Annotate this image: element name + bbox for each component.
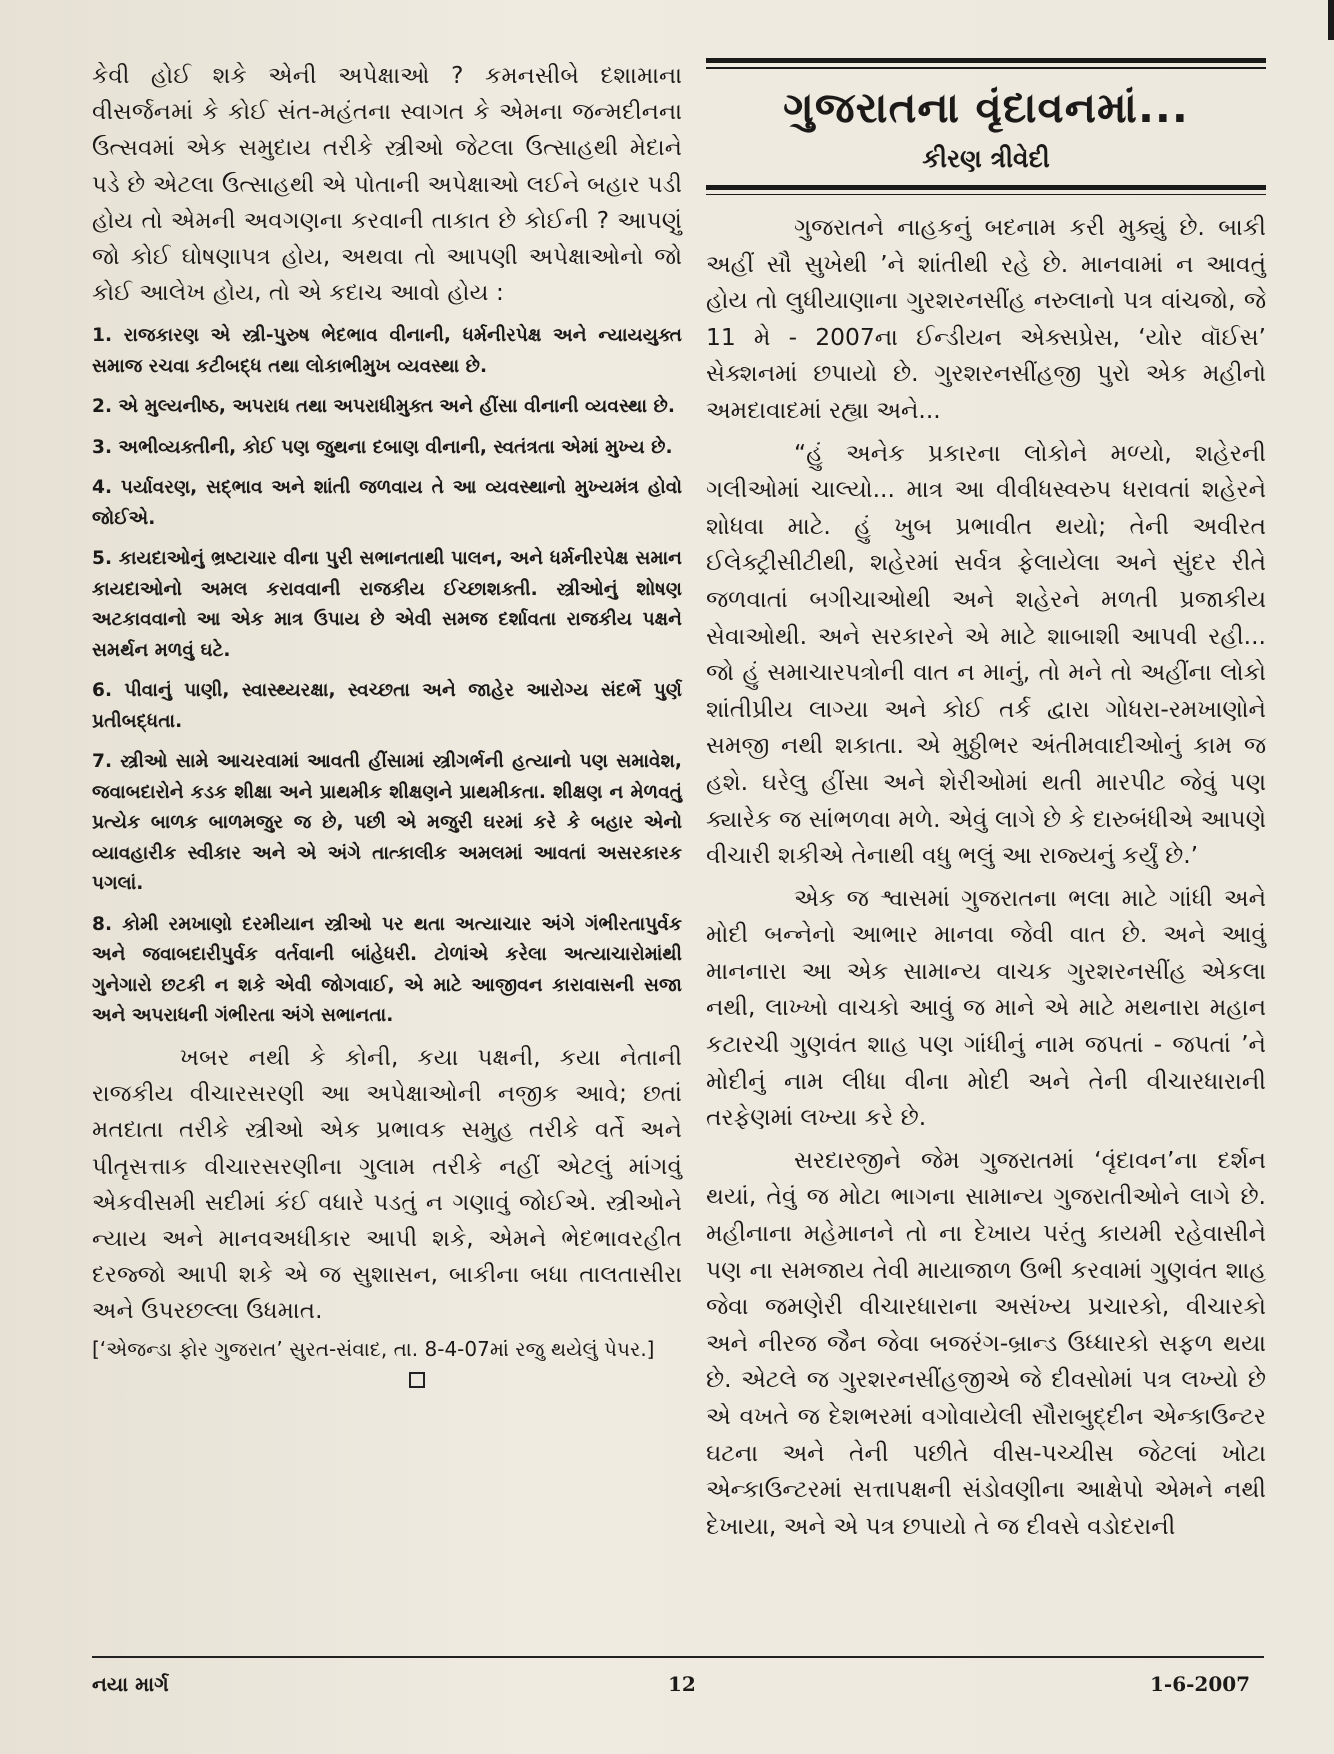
article-title: ગુજરાતના વૃંદાવનમાં... xyxy=(783,82,1189,132)
intro-paragraph: કેવી હોઈ શકે એની અપેક્ષાઓ ? કમનસીબે દશામાના વીસર્જનમાં કે કોઈ સંત-મહંતના સ્વાગત કે એમના જન્મદીનના ઉત્સવમાં એક સમુદાય તરીકે સ્ત્રીઓ જેટલા ઉત્સાહથી મેદાને પડે છે એટલા ઉત્સાહથી એ પોતાની અપેક્ષાઓ લઈને બહાર પડી હોય તો એમની અવગણના કરવાની તાકાત છે કોઈની ? આપણું જો કોઈ ઘોષણાપત્ર હોય, અથવા તો આપણી અપેક્ષાઓનો જો કોઈ આલેખ હોય, તો એ કદાચ આવો હોય : xyxy=(92,62,682,307)
article-paragraph: “હું અનેક પ્રકારના લોકોને મળ્યો, શહેરની ગલીઓમાં ચાલ્યો... માત્ર આ વીવીધસ્વરુપ ધરાવતાં શહેરને શોધવા માટે. હું ખુબ પ્રભાવીત થયો; તેની અવીરત ઈલેક્ટ્રીસીટીથી, શહેરમાં સર્વત્ર ફેલાયેલા અને સુંદર રીતે જળવાતાં બગીચાઓથી અને શહેરને મળતી પ્રજાકીય સેવાઓથી. અને સરકારને એ માટે શાબાશી આપવી રહી... જો હું સમાચારપત્રોની વાત ન માનું, તો મને તો અહીંના લોકો શાંતીપ્રીય લાગ્યા અને કોઈ તર્ક દ્વારા ગોધરા-રમખાણોને સમજી નથી શકાતા. એ મુઠ્ઠીભર અંતીમવાદીઓનું કામ જ હશે. ઘરેલુ હીંસા અને શેરીઓમાં થતી મારપીટ જેવું પણ ક્યારેક જ સાંભળવા મળે. એવું લાગે છે કે દારુબંધીએ આપણે વીચારી શકીએ તેનાથી વધુ ભલું આ રાજ્યનું કર્યું છે.’ xyxy=(706,438,1266,870)
demand-item-2: 2. એ મુલ્યનીષ્ઠ, અપરાધ તથા અપરાધીમુક્ત અને હીંસા વીનાની વ્યવસ્થા છે. xyxy=(92,396,675,418)
article-body xyxy=(706,209,1266,1544)
article-author: કીરણ ત્રીવેદી xyxy=(922,143,1050,173)
demand-item-4: 4. પર્યાવરણ, સદ્ભાવ અને શાંતી જળવાય તે આ વ્યવસ્થાનો મુખ્યમંત્ર હોવો જોઈએ. xyxy=(92,477,682,529)
title-rule-top-thin xyxy=(706,67,1266,69)
demand-item-8: 8. કોમી રમખાણો દરમીયાન સ્ત્રીઓ પર થતા અત્યાચાર અંગે ગંભીરતાપુર્વક અને જવાબદારીપુર્વક વર્તવાની બાંહેધરી. ટોળાંએ કરેલા અત્યાચારોમાંથી ગુનેગારો છટકી ન શકે એવી જોગવાઈ, એ માટે આજીવન કારાવાસની સજા અને અપરાધની ગંભીરતા અંગે સભાનતા. xyxy=(92,913,682,1027)
demand-item-3: 3. અભીવ્યક્તીની, કોઈ પણ જુથના દબાણ વીનાની, સ્વતંત્રતા એમાં મુખ્ય છે. xyxy=(92,436,673,458)
demand-item-7: 7. સ્ત્રીઓ સામે આચરવામાં આવતી હીંસામાં સ્ત્રીગર્ભની હત્યાનો પણ સમાવેશ, જવાબદારોને કડક શીક્ષા અને પ્રાથમીક શીક્ષણને પ્રાથમીકતા. શીક્ષણ ન મેળવતું પ્રત્યેક બાળક બાળમજુર જ છે, પછી એ મજુરી ઘરમાં કરે કે બહાર એનો વ્યાવહારીક સ્વીકાર અને એ અંગે તાત્કાલીક અમલમાં આવતાં અસરકારક પગલાં. xyxy=(92,751,682,895)
magazine-name: નયા માર્ગ xyxy=(92,1672,169,1696)
right-column xyxy=(706,58,1266,1544)
footer-rule xyxy=(92,1656,1264,1658)
source-note: [‘એજન્ડા ફોર ગુજરાત’ સુરત-સંવાદ, તા. 8-4-07માં રજુ થયેલું પેપર.] xyxy=(92,1336,655,1361)
issue-date: 1-6-2007 xyxy=(1150,1672,1251,1696)
demand-item-5: 5. કાયદાઓનું ભ્રષ્ટાચાર વીના પુરી સભાનતાથી પાલન, અને ધર્મનીરપેક્ષ સમાન કાયદાઓનો અમલ કરાવવાની રાજકીય ઈચ્છાશક્તી. સ્ત્રીઓનું શોષણ અટકાવવાનો આ એક માત્ર ઉપાય છે એવી સમજ દર્શાવતા રાજકીય પક્ષને સમર્થન મળવું ઘટે. xyxy=(92,548,682,661)
demand-item-1: 1. રાજકારણ એ સ્ત્રી-પુરુષ ભેદભાવ વીનાની, ધર્મનીરપેક્ષ અને ન્યાયયુક્ત સમાજ રચવા કટીબદ્ધ તથા લોકાભીમુખ વ્યવસ્થા છે. xyxy=(92,325,682,377)
page-number: 12 xyxy=(668,1672,696,1696)
page-edge-mark xyxy=(1328,0,1334,40)
article-paragraph: ગુજરાતને નાહકનું બદનામ કરી મુક્યું છે. બાકી અહીં સૌ સુખેથી ’ને શાંતીથી રહે છે. માનવામાં ન આવતું હોય તો લુધીયાણાના ગુરશરનસીંહ નરુલાનો પત્ર વાંચજો, જે 11 મે - 2007ના ઈન્ડીયન એક્સપ્રેસ, ‘યોર વૉઈસ’ સેક્શનમાં છપાયો છે. ગુરશરનસીંહજી પુરો એક મહીનો અમદાવાદમાં રહ્યા અને... xyxy=(706,213,1266,424)
title-rule-bottom-thin xyxy=(706,194,1266,196)
left-column xyxy=(92,58,682,1388)
title-rule-bottom xyxy=(706,185,1266,190)
title-rule-top xyxy=(706,58,1266,63)
article-paragraph: એક જ શ્વાસમાં ગુજરાતના ભલા માટે ગાંધી અને મોદી બન્નેનો આભાર માનવા જેવી વાત છે. અને આવું માનનારા આ એક સામાન્ય વાચક ગુરશરનસીંહ એકલા નથી, લાખ્ખો વાચકો આવું જ માને એ માટે મથનારા મહાન કટારચી ગુણવંત શાહ પણ ગાંધીનું નામ જપતાં - જપતાં ’ને મોદીનું નામ લીધા વીના મોદી અને તેની વીચારધારાની તરફેણમાં લખ્યા કરે છે. xyxy=(706,883,1266,1132)
article-paragraph: સરદારજીને જેમ ગુજરાતમાં ‘વૃંદાવન’ના દર્શન થયાં, તેવું જ મોટા ભાગના સામાન્ય ગુજરાતીઓને લાગે છે. મહીનાના મહેમાનને તો ના દેખાય પરંતુ કાયમી રહેવાસીને પણ ના સમજાય તેવી માયાજાળ ઉભી કરવામાં ગુણવંત શાહ જેવા જમણેરી વીચારધારાના અસંખ્ય પ્રચારકો, વીચારકો અને નીરજ જૈન જેવા બજરંગ-બ્રાન્ડ ઉધ્ધારકો સફળ થયા છે. એટલે જ ગુરશરનસીંહજીએ જે દીવસોમાં પત્ર લખ્યો છે એ વખતે જ દેશભરમાં વગોવાયેલી સૌરાબુદ્દીન એન્કાઉન્ટર ઘટના અને તેની પછીતે વીસ-પચ્ચીસ જેટલાં ખોટા એન્કાઉન્ટરમાં સત્તાપક્ષની સંડોવણીના આક્ષેપો એમને નથી દેખાયા, અને એ પત્ર છપાયો તે જ દીવસે વડોદરાની xyxy=(706,1145,1266,1540)
closing-paragraph: ખબર નથી કે કોની, કયા પક્ષની, કયા નેતાની રાજકીય વીચારસરણી આ અપેક્ષાઓની નજીક આવે; છતાં મતદાતા તરીકે સ્ત્રીઓ એક પ્રભાવક સમુહ તરીકે વર્તે અને પીતૃસત્તાક વીચારસરણીના ગુલામ તરીકે નહીં એટલું માંગવું એકવીસમી સદીમાં કંઈ વધારે પડતું ન ગણાવું જોઈએ. સ્ત્રીઓને ન્યાય અને માનવઅધીકાર આપી શકે, એમને ભેદભાવરહીત દરજ્જો આપી શકે એ જ સુશાસન, બાકીના બધા તાલતાસીરા અને ઉપરછલ્લા ઉધમાત. xyxy=(92,1043,682,1325)
end-of-article-mark xyxy=(409,1372,425,1388)
demand-item-6: 6. પીવાનું પાણી, સ્વાસ્થ્યરક્ષા, સ્વચ્છતા અને જાહેર આરોગ્ય સંદર્ભે પુર્ણ પ્રતીબદ્ધતા. xyxy=(92,680,682,732)
